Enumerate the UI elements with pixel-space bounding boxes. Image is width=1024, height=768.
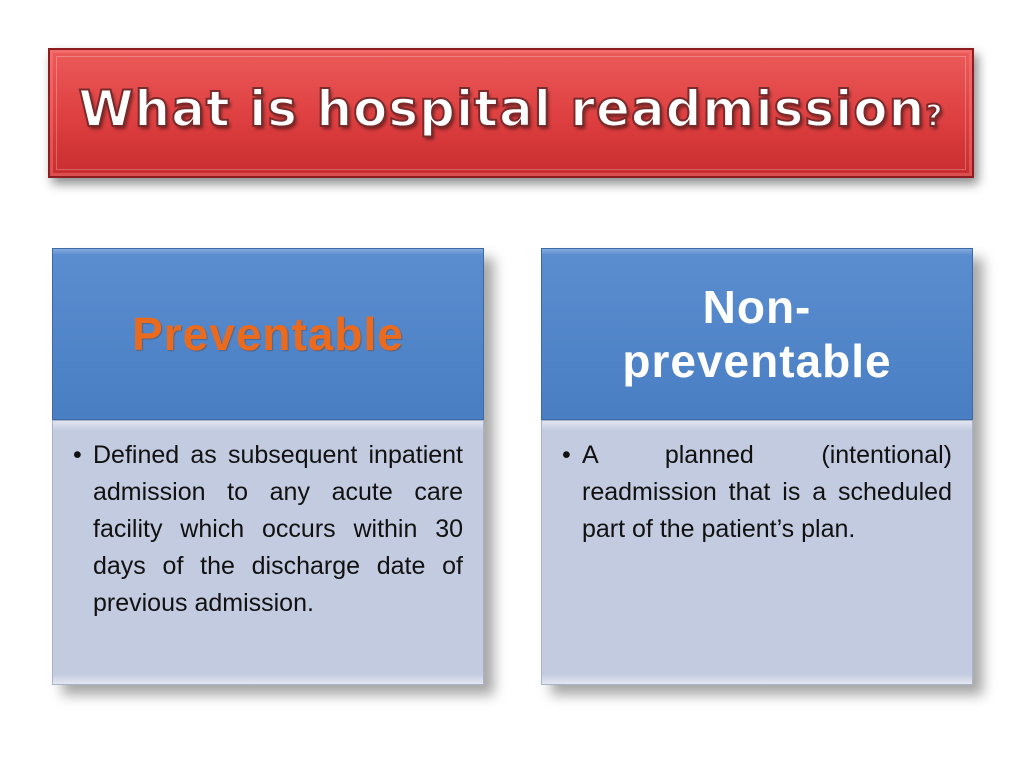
preventable-body — [52, 420, 484, 685]
bullet-icon: • — [562, 441, 571, 469]
preventable-panel — [52, 248, 484, 685]
slide-title-text: What is hospital readmission — [78, 80, 926, 138]
non-preventable-bullet-item — [562, 437, 952, 548]
title-banner — [48, 48, 974, 178]
preventable-bullet-item — [73, 437, 463, 622]
preventable-header — [52, 248, 484, 420]
non-preventable-header — [541, 248, 973, 420]
bullet-icon: • — [73, 441, 82, 469]
slide-title — [50, 80, 972, 138]
slide-title-question-mark: ? — [925, 99, 944, 134]
non-preventable-body — [541, 420, 973, 685]
non-preventable-heading-line1: Non- — [702, 281, 812, 333]
non-preventable-heading-line2: preventable — [622, 335, 892, 387]
preventable-heading: Preventable — [132, 308, 404, 360]
non-preventable-panel — [541, 248, 973, 685]
preventable-definition: Defined as subsequent inpatient admission to any acute care facility which occurs within 30 days of the discharge date of previous admission. — [93, 441, 463, 617]
non-preventable-heading — [542, 280, 972, 388]
non-preventable-definition: A planned (intentional) readmission that is a scheduled part of the patient’s plan. — [582, 441, 952, 543]
